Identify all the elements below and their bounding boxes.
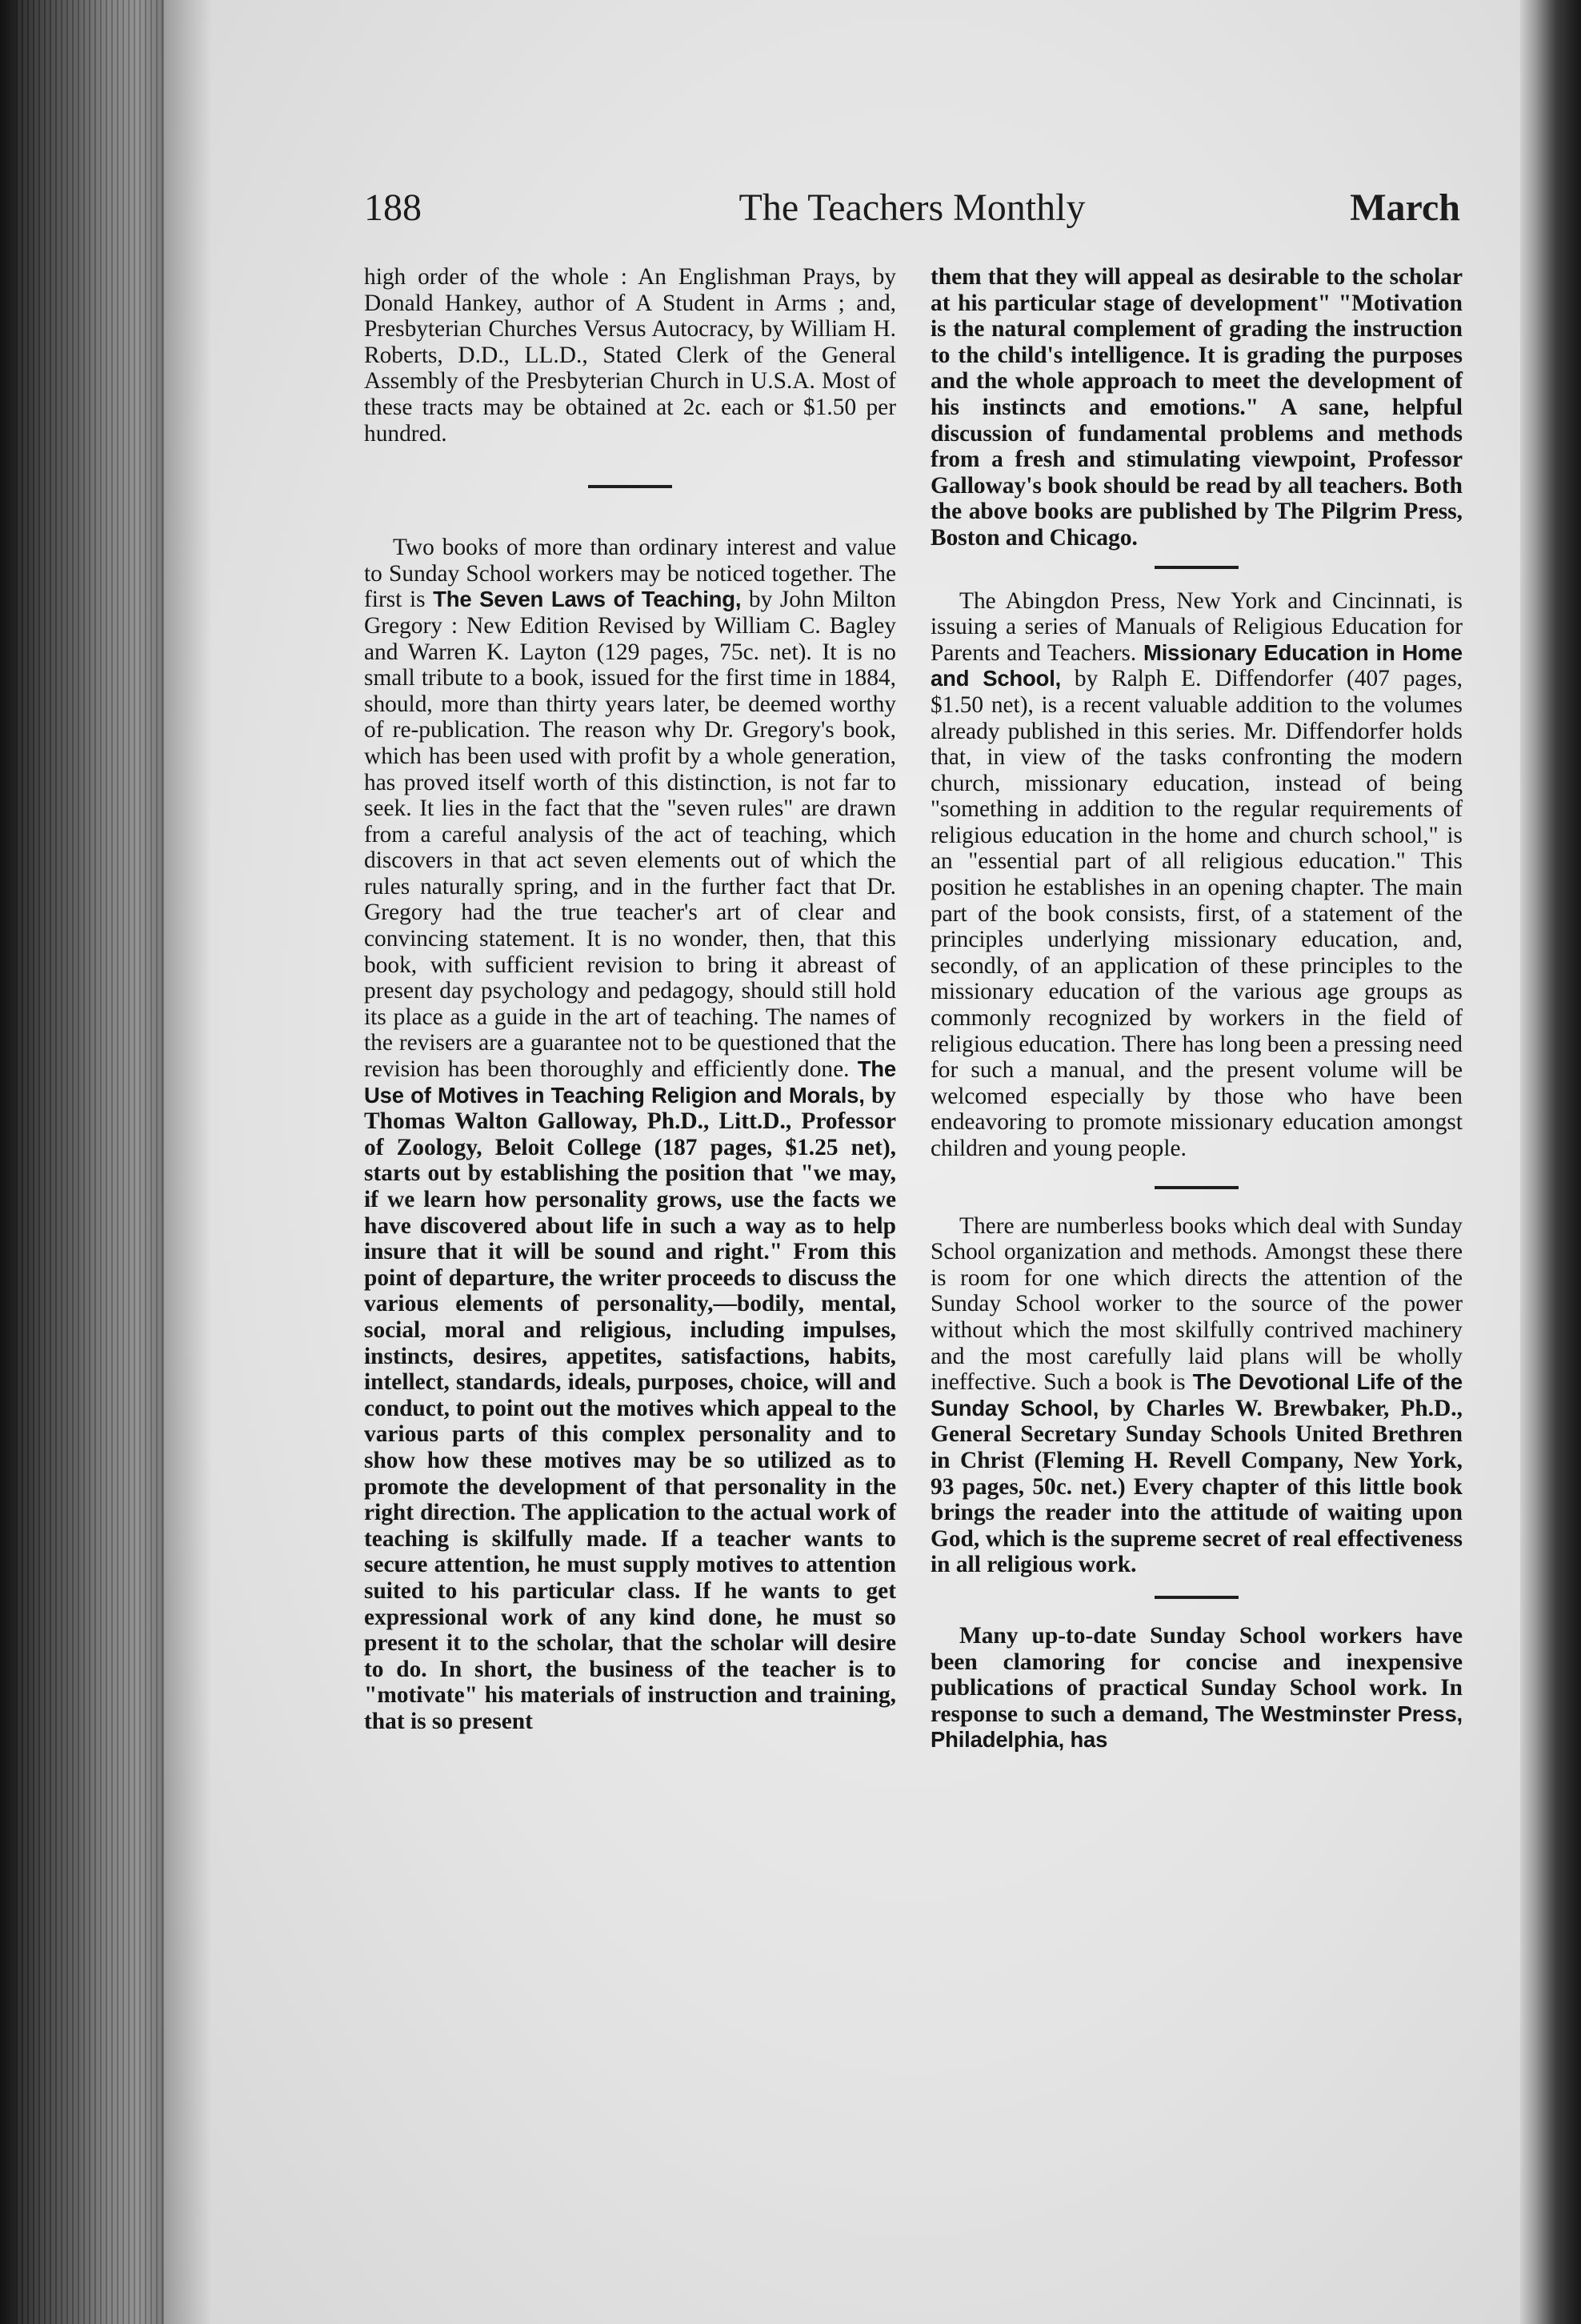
paragraph-text: by Thomas Walton Galloway, Ph.D., Litt.D., Professor of Zoology, Beloit College (187 pages, $1.25 net), starts out by establishing the position that "we may, if we learn how personality grows, use the facts we have discovered about life in such a way as to help insure that it will be sound and right." From this point of departure, the writer proceeds to discuss the various elements of personality,—bodily, mental, social, moral and religious, including impulses, instincts, desires, appetites, satisfactions, habits, intellect, standards, ideals, purposes, choice, will and conduct, to point out the motives which appeal to the various parts of this complex personality and to show how these motives may be so utilized as to promote the development of that personality in the right direction. The application to the actual work of teaching is skilfully made. If a teacher wants to secure attention, he must supply motives to attention suited to his particular class. If he wants to get expressional work of any kind done, he must so present it to the scholar, that the scholar will desire to do. In short, the business of the teacher is to "motivate" his materials of instruction and training, that is so present	[364, 1082, 896, 1734]
paragraph-tracts: high order of the whole : An Englishman Prays, by Donald Hankey, author of A Student in Arms ; and, Presbyterian Churches Versus Autocracy, by William H. Roberts, D.D., LL.D., Stated Clerk of the General Assembly of the Presbyterian Church in U.S.A. Most of these tracts may be obtained at 2c. each or $1.50 per hundred.	[364, 264, 896, 447]
paragraph-text: by John Milton Gregory : New Edition Revised by William C. Bagley and Warren K. Layton (129 pages, 75c. net). It is no small tribute to a book, issued for the first time in 1884, should, more than thirty years later, be deemed worthy of re-publication. The reason why Dr. Gregory's book, which has been used with profit by a whole generation, has proved itself worth of this distinction, is not far to seek. It lies in the fact that the "seven rules" are drawn from a careful analysis of the act of teaching, which discovers in that act seven elements out of which the rules naturally spring, and in the further fact that Dr. Gregory had the true teacher's art of clear and convincing statement. It is no wonder, then, that this book, with sufficient revision to bring it abreast of present day psychology and pedagogy, should still hold its place as a guide in the art of teaching. The names of the revisers are a guarantee not to be questioned that the revision has been thoroughly and efficiently done.	[364, 587, 896, 1083]
paragraph-devotional-life	[931, 1213, 1463, 1578]
journal-title: The Teachers Monthly	[738, 186, 1086, 229]
paragraph-text: by Charles W. Brewbaker, Ph.D., General Secretary Sunday Schools United Brethren in Christ (Fleming H. Revell Company, New York, 93 pages, 50c. net.) Every chapter of this little book brings the reader into the attitude of waiting upon God, which is the supreme secret of real effectiveness in all religious work.	[931, 1395, 1463, 1578]
paragraph-text: Many up-to-date Sunday School workers have been clamoring for concise and inexpensive publications of practical Sunday School work. In response to such a demand,	[931, 1622, 1463, 1727]
paragraph-westminster	[931, 1623, 1463, 1753]
book-title-missionary-education: Missionary Education in Home and School,	[931, 639, 1463, 691]
paragraph-text: by Ralph E. Diffendorfer (407 pages, $1.50 net), is a recent valuable addition to the volumes already published in this series. Mr. Diffendorfer holds that, in view of the tasks confronting the modern church, missionary education, instead of being "something in addition to the regular requirements of religious education in the home and church school," is an "essential part of all religious education." This position he establishes in an opening chapter. The main part of the book consists, first, of a statement of the principles underlying missionary education, and, secondly, of an application of these principles to the missionary education of the various age groups as commonly recognized by workers in the field of religious education. There has long been a pressing need for such a manual, and the present volume will be welcomed especially by those who have been endeavoring to promote missionary education amongst children and young people.	[931, 666, 1463, 1161]
book-title-use-of-motives: The Use of Motives in Teaching Religion and Morals,	[364, 1056, 896, 1108]
page-right-edge	[1520, 0, 1581, 2324]
publisher-westminster-press: The Westminster Press, Philadelphia, has	[931, 1701, 1463, 1753]
book-title-devotional-life: The Devotional Life of the Sunday School,	[931, 1369, 1463, 1420]
book-title-seven-laws: The Seven Laws of Teaching,	[433, 587, 742, 612]
gutter-shadow	[164, 0, 212, 2324]
paragraph-text: There are numberless books which deal with Sunday School organization and methods. Amongst these there is room for one which directs the attention of the Sunday School worker to the source of the power without which the most skilfully contrived machinery and the most carefully laid plans will be wholly ineffective. Such a book is	[931, 1212, 1463, 1396]
left-column	[364, 264, 896, 1734]
paragraph-text: Two books of more than ordinary interest and value to Sunday School workers may be noticed together. The first is	[364, 535, 896, 613]
running-head	[364, 186, 1460, 242]
binding-page-edges	[16, 0, 168, 2324]
paragraph-galloway-continued: them that they will appeal as desirable to the scholar at his particular stage of development" "Motivation is the natural complement of grading the instruction to the child's intelligence. It is grading the purposes and the whole approach to meet the development of his instincts and emotions." A sane, helpful discussion of fundamental problems and methods from a fresh and stimulating viewpoint, Professor Galloway's book should be read by all teachers. Both the above books are published by The Pilgrim Press, Boston and Chicago.	[931, 264, 1463, 551]
page-number: 188	[364, 186, 422, 229]
paragraph-text: The Abingdon Press, New York and Cincinnati, is issuing a series of Manuals of Religious Education for Parents and Teachers.	[931, 587, 1463, 666]
issue-month: March	[1350, 186, 1460, 229]
right-column	[931, 264, 1463, 1753]
paragraph-abingdon	[931, 588, 1463, 1162]
paragraph-two-books	[364, 535, 896, 1734]
